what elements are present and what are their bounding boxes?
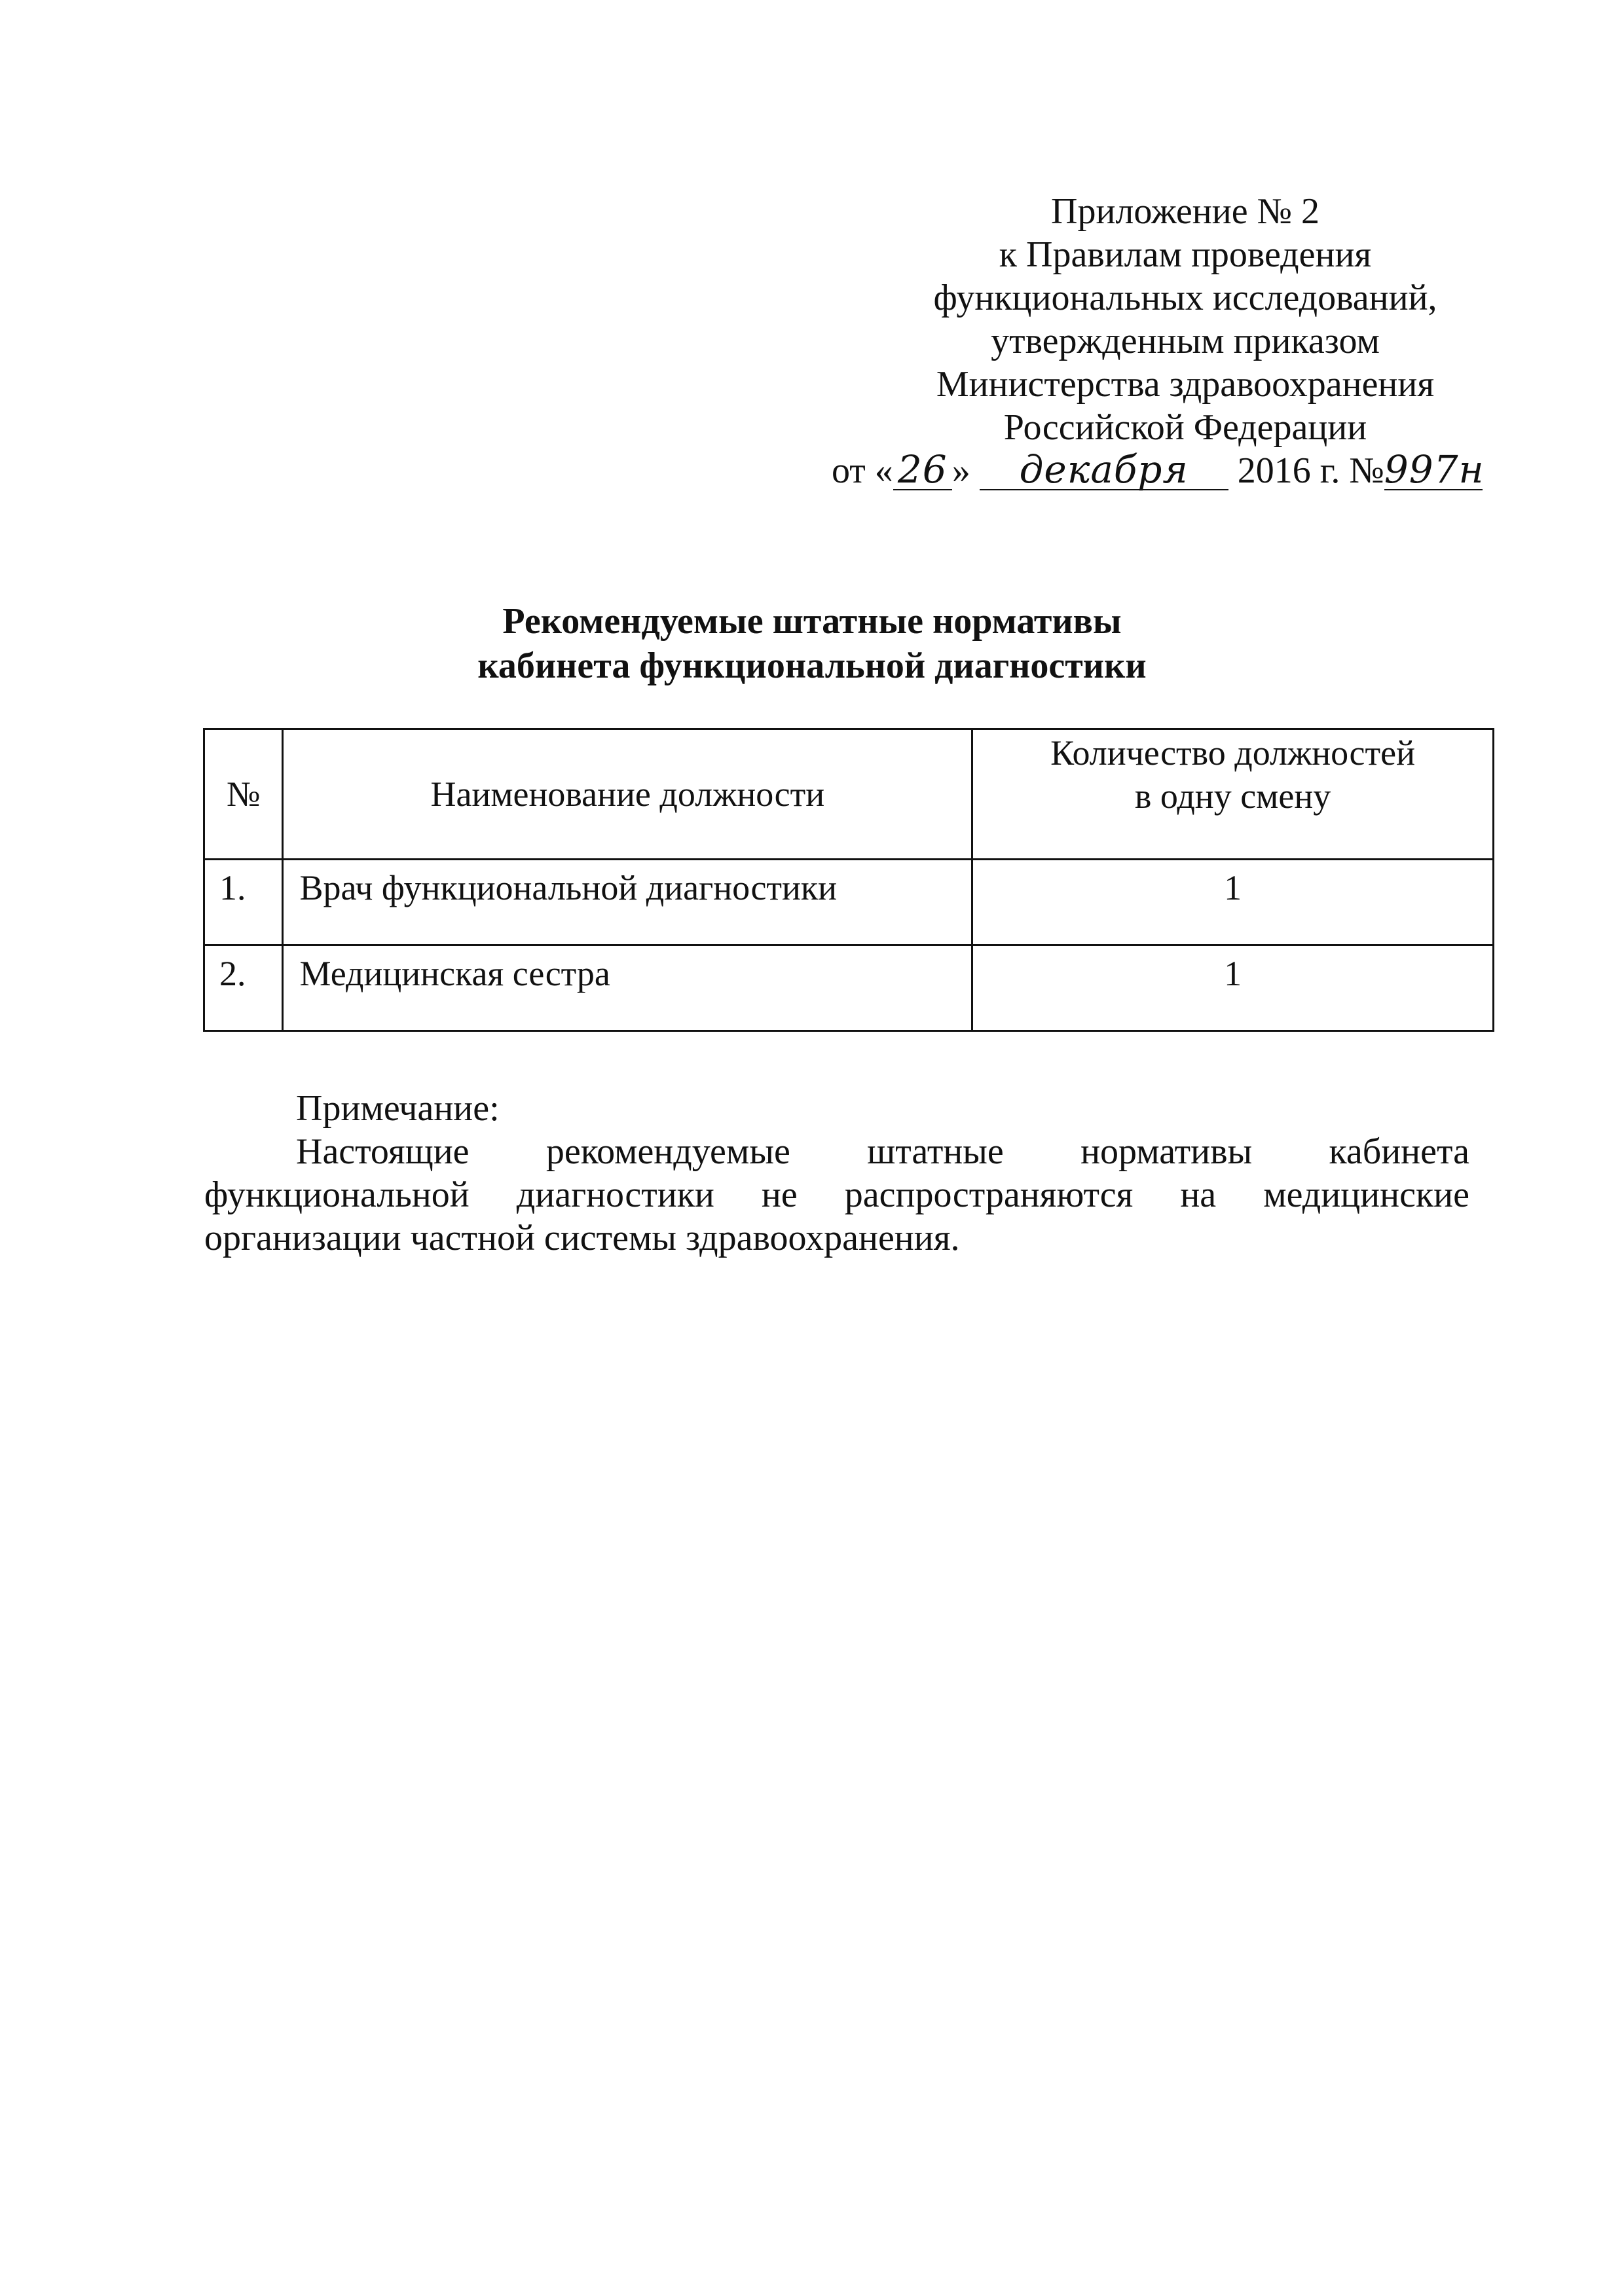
table-row — [204, 945, 1494, 1031]
appendix-line: Российской Федерации — [1003, 407, 1367, 448]
order-date-line — [832, 449, 1532, 492]
note-label: Примечание: — [296, 1088, 500, 1129]
title-line-1: Рекомендуемые штатные нормативы — [502, 601, 1122, 642]
appendix-line: Приложение № 2 — [1051, 191, 1320, 232]
appendix-header — [832, 190, 1532, 492]
title-line-2: кабинета функциональной диагностики — [477, 646, 1147, 686]
document-title — [0, 599, 1624, 688]
order-prefix: от « — [832, 450, 893, 491]
table-row — [204, 860, 1494, 945]
header-count-line-2: в одну смену — [1134, 776, 1331, 816]
row-position-name: Медицинская сестра — [283, 945, 972, 1031]
header-count — [972, 729, 1494, 860]
staff-table — [203, 728, 1494, 1032]
header-num: № — [204, 729, 283, 860]
row-position-name: Врач функциональной диагностики — [283, 860, 972, 945]
appendix-line: функциональных исследований, — [933, 278, 1437, 318]
order-mid: » — [951, 450, 970, 491]
row-num: 2. — [204, 945, 283, 1031]
appendix-line: утвержденным приказом — [991, 321, 1380, 361]
header-count-line-1: Количество должностей — [1050, 733, 1415, 773]
order-month-handwritten: декабря — [980, 450, 1228, 490]
table-header-row — [204, 729, 1494, 860]
row-count: 1 — [972, 860, 1494, 945]
appendix-line: Министерства здравоохранения — [936, 364, 1435, 405]
row-count: 1 — [972, 945, 1494, 1031]
header-position-name: Наименование должности — [283, 729, 972, 860]
order-day-handwritten: 26 — [893, 450, 952, 490]
appendix-line: к Правилам проведения — [999, 234, 1372, 275]
order-number-handwritten: 997н — [1384, 447, 1485, 492]
order-year: 2016 г. № — [1237, 450, 1384, 491]
note-text: Настоящие рекомендуемые штатные нормативы кабинета функциональной диагностики не распространяются на медицинские организации частной системы здравоохранения. — [204, 1131, 1469, 1258]
row-num: 1. — [204, 860, 283, 945]
